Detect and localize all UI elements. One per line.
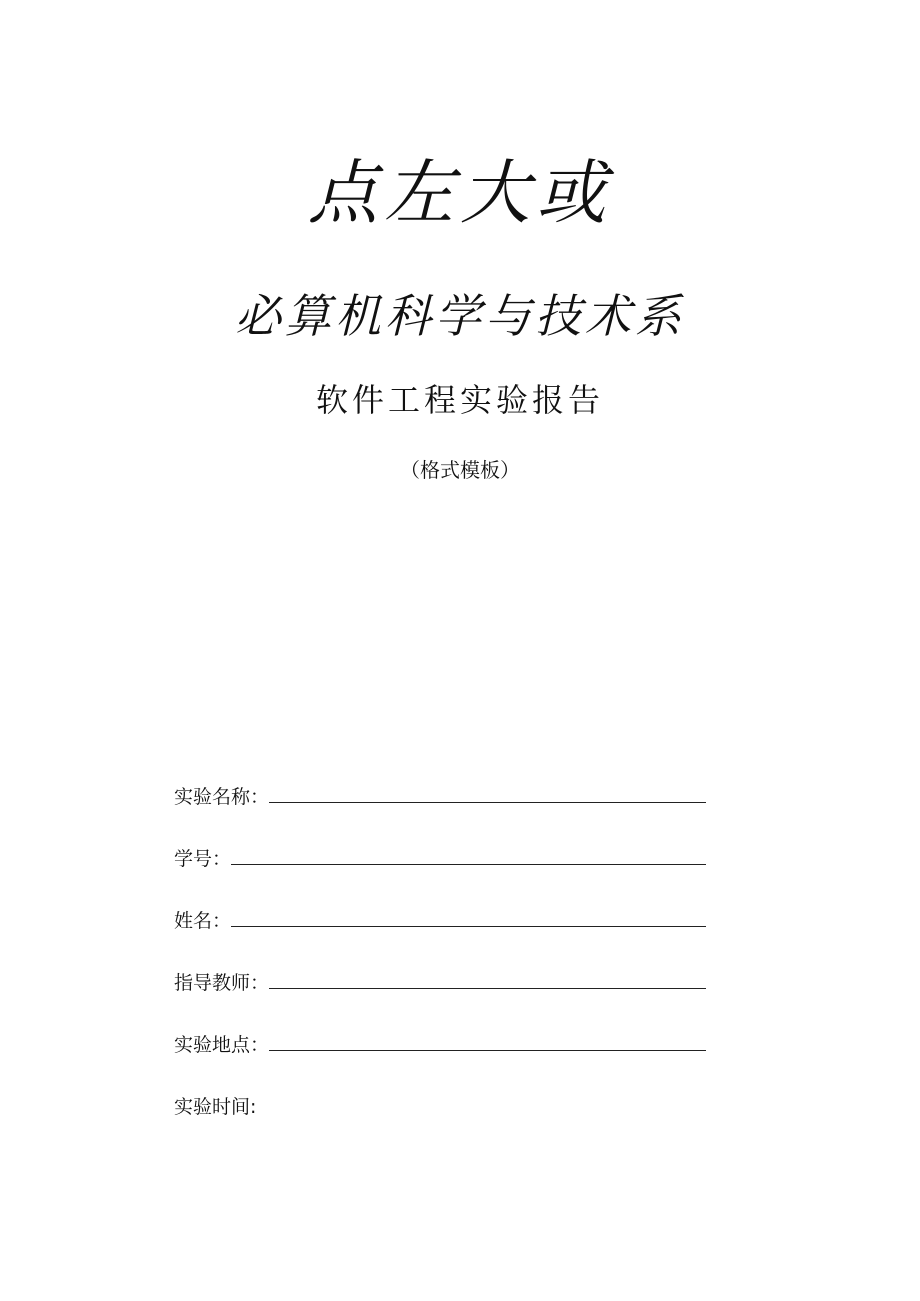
blank-line[interactable] bbox=[231, 904, 706, 927]
field-label: 姓名： bbox=[174, 910, 232, 932]
university-name: 点左大或 bbox=[308, 152, 612, 234]
field-label: 实验时间: bbox=[174, 1096, 257, 1118]
field-location bbox=[174, 1020, 706, 1058]
template-note: （格式模板） bbox=[400, 458, 520, 482]
field-instructor bbox=[174, 958, 706, 996]
field-time bbox=[174, 1082, 706, 1120]
field-name bbox=[174, 896, 706, 934]
blank-line[interactable] bbox=[269, 966, 706, 989]
blank-line[interactable] bbox=[269, 1028, 706, 1051]
report-title: 软件工程实验报告 bbox=[315, 381, 604, 419]
field-label: 学号： bbox=[174, 848, 232, 870]
field-label: 指导教师： bbox=[174, 972, 270, 994]
info-fields bbox=[174, 772, 706, 1144]
blank-line[interactable] bbox=[231, 842, 706, 865]
blank-line[interactable] bbox=[269, 780, 706, 803]
field-label: 实验地点： bbox=[174, 1034, 270, 1056]
field-label: 实验名称： bbox=[174, 786, 270, 808]
field-experiment-name bbox=[174, 772, 706, 810]
department-name: 必算机科学与技术系 bbox=[235, 289, 685, 343]
field-student-id bbox=[174, 834, 706, 872]
